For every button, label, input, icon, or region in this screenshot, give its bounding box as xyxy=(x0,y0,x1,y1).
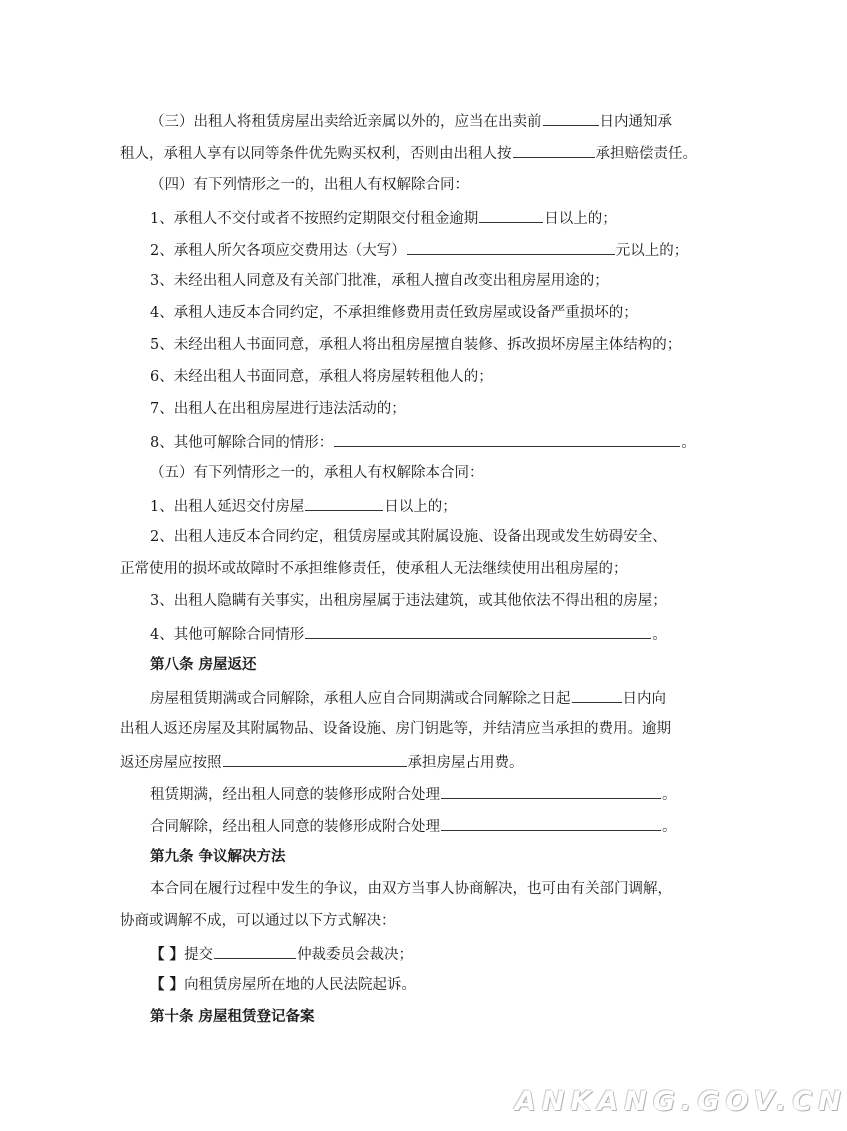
text: 提交 xyxy=(184,947,214,963)
article-8-para xyxy=(150,688,666,708)
text: 仲裁委员会裁决； xyxy=(297,947,414,963)
clause-7-5-3: 3、出租人隐瞒有关事实，出租房屋属于违法建筑，或其他依法不得出租的房屋； xyxy=(150,593,667,609)
clause-7-5-2-cont: 正常使用的损坏或故障时不承担维修责任，使承租人无法继续使用出租房屋的； xyxy=(120,561,628,577)
text: 日内向 xyxy=(622,691,666,707)
checkbox-bracket[interactable]: 【 】 xyxy=(150,946,185,963)
article-9-option-arbitration xyxy=(150,944,413,964)
text: 租人，承租人享有以同等条件优先购买权利，否则由出租人按 xyxy=(120,146,512,162)
blank-field[interactable] xyxy=(334,432,680,447)
clause-7-5-4 xyxy=(150,624,667,644)
checkbox-bracket[interactable]: 【 】 xyxy=(150,976,185,993)
clause-7-4-8 xyxy=(150,432,696,452)
clause-7-4-3: 3、未经出租人同意及有关部门批准，承租人擅自改变出租房屋用途的； xyxy=(150,273,609,289)
article-9-heading: 第九条 争议解决方法 xyxy=(150,848,286,865)
clause-7-5: （五）有下列情形之一的，承租人有权解除本合同： xyxy=(150,465,484,481)
blank-field[interactable] xyxy=(305,624,651,639)
blank-field[interactable] xyxy=(223,752,407,767)
text: 房屋租赁期满或合同解除，承租人应自合同期满或合同解除之日起 xyxy=(150,691,571,707)
text: 向租赁房屋所在地的人民法院起诉。 xyxy=(184,977,417,993)
clause-7-4-7: 7、出租人在出租房屋进行违法活动的； xyxy=(150,401,406,417)
text: 日以上的； xyxy=(384,499,457,515)
blank-field[interactable] xyxy=(214,944,296,959)
blank-field[interactable] xyxy=(572,688,622,703)
text: 日以上的； xyxy=(544,211,617,227)
text: （三）出租人将租赁房屋出卖给近亲属以外的，应当在出卖前 xyxy=(150,114,542,130)
text: 承担赔偿责任。 xyxy=(595,146,697,162)
article-9-para: 本合同在履行过程中发生的争议，由双方当事人协商解决，也可由有关部门调解， xyxy=(150,881,672,897)
text: 租赁期满，经出租人同意的装修形成附合处理 xyxy=(150,787,440,803)
text: 合同解除，经出租人同意的装修形成附合处理 xyxy=(150,819,440,835)
article-9-para-cont: 协商或调解不成，可以通过以下方式解决： xyxy=(120,913,396,929)
clause-7-4-2 xyxy=(150,240,688,260)
blank-field[interactable] xyxy=(441,784,661,799)
article-8-para-cont: 出租人返还房屋及其附属物品、设备设施、房门钥匙等，并结清应当承担的费用。逾期 xyxy=(120,721,671,737)
text: 。 xyxy=(662,819,677,835)
watermark: ANKANG.GOV.CN xyxy=(515,1086,847,1117)
article-8-termination xyxy=(150,816,677,836)
text: 。 xyxy=(662,787,677,803)
clause-7-4-5: 5、未经出租人书面同意，承租人将出租房屋擅自装修、拆改损坏房屋主体结构的； xyxy=(150,337,682,353)
clause-7-4-1 xyxy=(150,208,617,228)
article-8-expiry xyxy=(150,784,677,804)
text: 1、出租人延迟交付房屋 xyxy=(150,499,305,515)
text: 。 xyxy=(681,435,696,451)
clause-7-4: （四）有下列情形之一的，出租人有权解除合同： xyxy=(150,177,469,193)
blank-field[interactable] xyxy=(543,111,599,126)
blank-field[interactable] xyxy=(407,240,615,255)
blank-field[interactable] xyxy=(479,208,543,223)
article-10-heading: 第十条 房屋租赁登记备案 xyxy=(150,1008,315,1025)
clause-7-3-cont xyxy=(120,143,697,163)
clause-7-3 xyxy=(150,111,672,131)
text: 4、其他可解除合同情形 xyxy=(150,627,305,643)
text: 元以上的； xyxy=(615,243,689,259)
text: 。 xyxy=(652,627,667,643)
clause-7-4-4: 4、承租人违反本合同约定，不承担维修费用责任致房屋或设备严重损坏的； xyxy=(150,305,638,321)
blank-field[interactable] xyxy=(441,816,661,831)
text: 返还房屋应按照 xyxy=(120,755,222,771)
text: 8、其他可解除合同的情形： xyxy=(150,435,334,451)
text: 2、承租人所欠各项应交费用达（大写） xyxy=(150,243,406,259)
clause-7-5-1 xyxy=(150,496,457,516)
blank-field[interactable] xyxy=(305,496,383,511)
clause-7-4-6: 6、未经出租人书面同意，承租人将房屋转租他人的； xyxy=(150,369,493,385)
text: 日内通知承 xyxy=(599,114,672,130)
blank-field[interactable] xyxy=(513,143,595,158)
clause-7-5-2: 2、出租人违反本合同约定，租赁房屋或其附属设施、设备出现或发生妨碍安全、 xyxy=(150,529,667,545)
article-8-para-cont2 xyxy=(120,752,524,772)
text: 承担房屋占用费。 xyxy=(407,755,524,771)
article-8-heading: 第八条 房屋返还 xyxy=(150,656,257,673)
article-9-option-court xyxy=(150,976,416,994)
text: 1、承租人不交付或者不按照约定期限交付租金逾期 xyxy=(150,211,479,227)
